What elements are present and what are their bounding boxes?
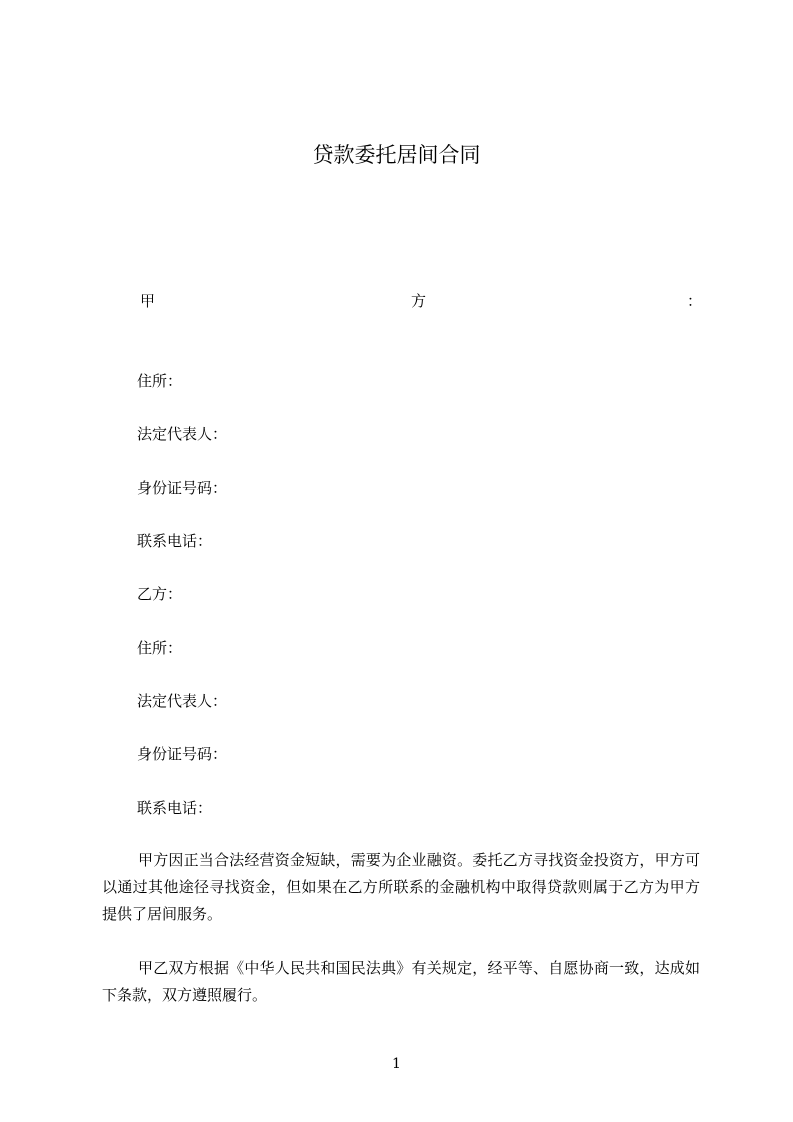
party-a-phone-label: 联系电话： [137, 532, 213, 550]
party-a-label-char-2: 方 [411, 292, 427, 310]
party-a-label-colon: ： [687, 292, 703, 310]
party-a-label [138, 289, 703, 313]
party-b-address-label: 住所： [137, 639, 183, 657]
paragraph-purpose: 甲方因正当合法经营资金短缺，需要为企业融资。委托乙方寻找资金投资方，甲方可以通过其他途径寻找资金，但如果在乙方所联系的金融机构中取得贷款则属于乙方为甲方提供了居间服务。 [102, 851, 700, 923]
party-b-label: 乙方： [137, 585, 183, 603]
party-b-id-number-label: 身份证号码： [137, 745, 228, 763]
paragraph-legal-basis: 甲乙双方根据《中华人民共和国民法典》有关规定，经平等、自愿协商一致，达成如下条款，双方遵照履行。 [102, 959, 700, 1004]
party-a-id-number-label: 身份证号码： [137, 479, 228, 497]
party-a-label-char-1: 甲 [140, 292, 156, 310]
page-number: 1 [392, 1056, 401, 1072]
party-b-phone-label: 联系电话： [137, 799, 213, 817]
party-a-legal-representative-label: 法定代表人： [137, 425, 228, 443]
party-a-address-label: 住所： [137, 372, 183, 390]
contract-title: 贷款委托居间合同 [312, 143, 481, 167]
party-b-legal-representative-label: 法定代表人： [137, 692, 228, 710]
